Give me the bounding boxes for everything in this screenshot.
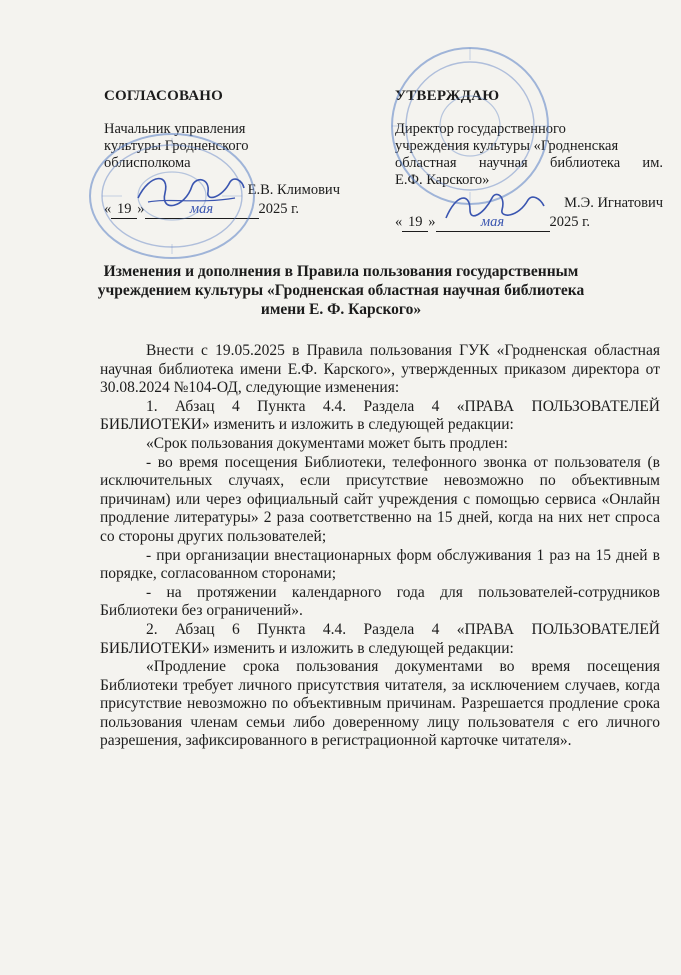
paragraph: 2. Абзац 6 Пункта 4.4. Раздела 4 «ПРАВА ПОЛЬЗОВАТЕЛЕЙ БИБЛИОТЕКИ» изменить и изложить в следующей редакции: — [100, 620, 660, 657]
approval-position-line: культуры Гродненского — [104, 138, 249, 154]
date-year: 2025 г. — [258, 201, 300, 217]
date-day: 19 — [402, 214, 428, 232]
paragraph: 1. Абзац 4 Пункта 4.4. Раздела 4 «ПРАВА ПОЛЬЗОВАТЕЛЕЙ БИБЛИОТЕКИ» изменить и изложить в следующей редакции: — [100, 397, 660, 434]
document-body — [100, 342, 660, 751]
approval-date-right — [395, 214, 663, 232]
date-month: мая — [436, 214, 550, 232]
paragraph: - на протяжении календарного года для пользователей-сотрудников Библиотеки без ограничений». — [100, 583, 660, 620]
date-open-quote: « — [395, 214, 403, 230]
approval-heading-right: УТВЕРЖДАЮ — [395, 88, 500, 104]
approval-position-line: учреждения культуры «Гродненская — [395, 138, 619, 154]
approver-name-left: Е.В. Климович — [247, 182, 340, 198]
date-close-quote: » — [428, 214, 436, 230]
paragraph: «Продление срока пользования документами во время посещения Библиотеки требует личного присутствия читателя, за исключением случаев, когда присутствие невозможно по объективным причинам. Разрешается продление срока пользования членам семьи либо доверенному лицу пользователя с его личного разрешения, зафиксированного в регистрационной карточке читателя». — [100, 658, 660, 750]
approval-position-line: Директор государственного — [395, 121, 566, 137]
approval-position-line: Начальник управления — [104, 121, 246, 137]
approval-block-left — [104, 88, 340, 219]
paragraph: Внести с 19.05.2025 в Правила пользования ГУК «Гродненская областная научная библиотека имени Е.Ф. Карского», утвержденных приказом директора от 30.08.2024 №104-ОД, следующие изменения: — [100, 342, 660, 397]
approval-block-right — [395, 88, 663, 232]
approval-position-line: областная научная библиотека им. — [395, 155, 663, 171]
approval-date-left — [104, 201, 340, 219]
paragraph: «Срок пользования документами может быть продлен: — [146, 434, 508, 452]
paragraph: - при организации внестационарных форм обслуживания 1 раз на 15 дней в порядке, согласованном сторонами; — [100, 546, 660, 583]
approval-position-line: облисполкома — [104, 155, 191, 171]
paragraph: - во время посещения Библиотеки, телефонного звонка от пользователя (в исключительных случаях, если присутствие невозможно по объективным причинам) или через официальный сайт учреждения с помощью сервиса «Онлайн продление литературы» 2 раза соответственно на 15 дней, когда на них нет спроса со стороны других пользователей; — [100, 453, 660, 545]
approver-name-right: М.Э. Игнатович — [564, 195, 663, 211]
approval-heading-left: СОГЛАСОВАНО — [104, 88, 223, 104]
approval-position-line: Е.Ф. Карского» — [395, 172, 490, 188]
date-month: мая — [145, 201, 259, 219]
date-close-quote: » — [137, 201, 145, 217]
date-year: 2025 г. — [549, 214, 591, 230]
date-open-quote: « — [104, 201, 112, 217]
document-title: Изменения и дополнения в Правила пользования государственным учреждением культуры «Гродненская областная научная библиотека имени Е. Ф. Карского» — [97, 263, 585, 318]
date-day: 19 — [111, 201, 137, 219]
